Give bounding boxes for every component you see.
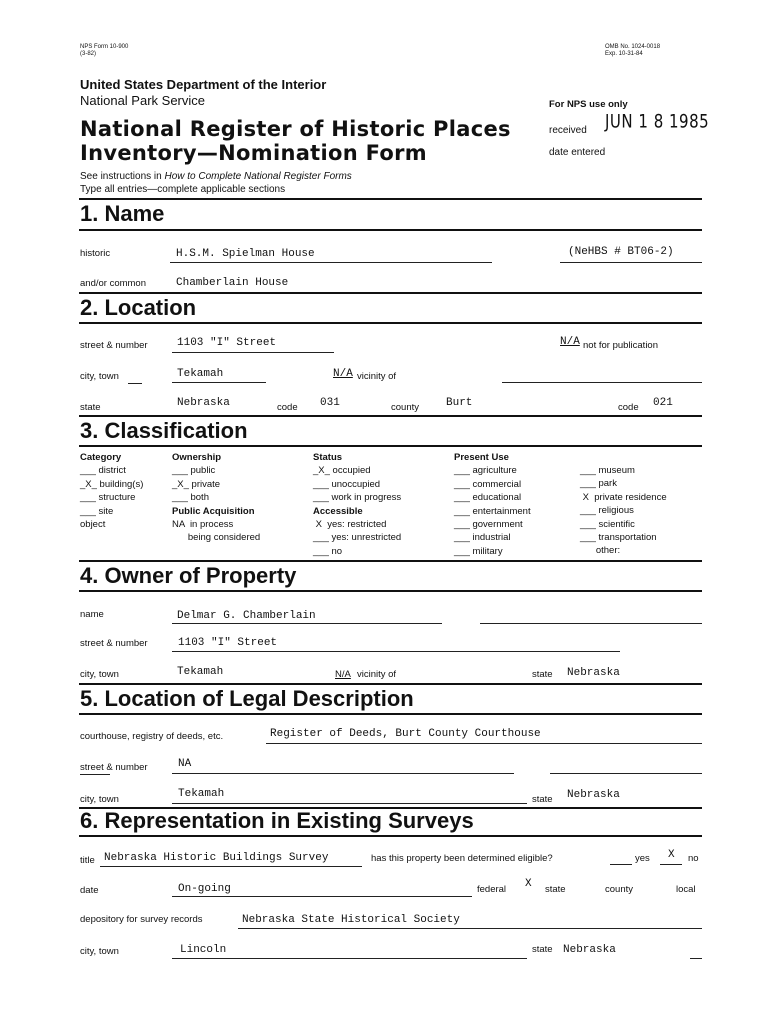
- owner-state-value: Nebraska: [567, 667, 620, 679]
- survey-date-label: date: [80, 885, 99, 896]
- received-stamp: JUN 1 8 1985: [605, 110, 710, 133]
- accessible-item: X yes: restricted: [313, 519, 387, 531]
- use-item: ___ military: [454, 545, 503, 557]
- use-item: X private residence: [580, 491, 667, 503]
- ownership-item: _X_ private: [172, 478, 221, 490]
- courthouse-label: courthouse, registry of deeds, etc.: [80, 731, 224, 742]
- eligible-yes-label: yes: [635, 853, 650, 864]
- category-item: object: [80, 519, 106, 531]
- status-item: _X_ occupied: [313, 465, 371, 477]
- use-item: ___ park: [580, 478, 617, 490]
- section-6-heading: 6. Representation in Existing Surveys: [80, 808, 474, 833]
- section-5-heading: 5. Location of Legal Description: [80, 686, 414, 711]
- ownership-heading: Ownership: [172, 452, 222, 463]
- underline: [172, 773, 514, 774]
- present-use-column: [454, 451, 531, 558]
- nehbs-number: (NeHBS # BT06-2): [568, 246, 674, 258]
- owner-name-value: Delmar G. Chamberlain: [177, 610, 316, 622]
- type-entries-note: Type all entries—complete applicable sections: [80, 184, 286, 195]
- local-survey-label: local: [676, 884, 696, 895]
- status-item: ___ work in progress: [313, 492, 402, 504]
- public-acquisition-heading: Public Acquisition: [172, 505, 255, 517]
- section-rule: [79, 590, 702, 592]
- county-code-label: code: [618, 402, 639, 413]
- underline: [172, 958, 527, 959]
- form-number: NPS Form 10-900: [80, 44, 129, 50]
- state-survey-mark: X: [525, 878, 532, 890]
- use-item: ___ scientific: [580, 518, 635, 530]
- acquisition-item: NA in process: [172, 519, 234, 531]
- not-for-publication-mark: N/A: [560, 336, 580, 348]
- underline: [172, 803, 527, 804]
- underline: [560, 262, 702, 263]
- instructions: [80, 171, 352, 182]
- instructions-title: How to Complete National Register Forms: [164, 171, 352, 182]
- ownership-item: ___ both: [172, 492, 209, 504]
- state-code-value: 031: [320, 397, 340, 409]
- status-item: ___ unoccupied: [313, 478, 381, 490]
- section-rule: [79, 713, 702, 715]
- owner-vicinity-label: vicinity of: [357, 669, 397, 680]
- underline: [690, 958, 702, 959]
- underline: [128, 383, 142, 384]
- use-item: ___ entertainment: [454, 505, 531, 517]
- use-item: ___ government: [454, 519, 523, 531]
- ownership-column: [172, 451, 260, 545]
- use-item: ___ religious: [580, 505, 634, 517]
- underline: [172, 651, 620, 652]
- owner-street-value: 1103 "I" Street: [178, 637, 278, 649]
- instructions-text: See instructions in: [80, 171, 165, 182]
- underline: [660, 864, 682, 865]
- underline: [172, 896, 472, 897]
- acquisition-item: being considered: [172, 532, 261, 544]
- legal-city-label: city, town: [80, 794, 119, 805]
- county-label: county: [391, 402, 419, 413]
- section-rule: [79, 198, 702, 200]
- ownership-item: ___ public: [172, 465, 216, 477]
- accessible-heading: Accessible: [313, 505, 363, 517]
- survey-city-value: Lincoln: [180, 944, 227, 956]
- state-code-label: code: [277, 402, 298, 413]
- status-column: [313, 451, 401, 558]
- omb-expiration: Exp. 10-31-84: [605, 51, 643, 57]
- section-rule: [79, 835, 702, 837]
- use-item: ___ commercial: [454, 478, 522, 490]
- legal-street-label: street & number: [80, 762, 148, 773]
- category-item: ___ site: [80, 505, 114, 517]
- present-use-heading: Present Use: [454, 452, 509, 463]
- underline: [550, 773, 702, 774]
- eligible-no-mark: X: [668, 849, 675, 861]
- eligible-question: has this property been determined eligible?: [371, 853, 553, 864]
- survey-title-label: title: [80, 855, 95, 866]
- owner-state-label: state: [532, 669, 553, 680]
- county-code-value: 021: [653, 397, 673, 409]
- received-label: received: [549, 125, 587, 136]
- survey-title-value: Nebraska Historic Buildings Survey: [104, 852, 329, 864]
- legal-state-label: state: [532, 794, 553, 805]
- form-title-line2: Inventory—Nomination Form: [80, 141, 427, 165]
- street-value: 1103 "I" Street: [177, 337, 277, 349]
- common-name-label: and/or common: [80, 278, 147, 289]
- state-value: Nebraska: [177, 397, 230, 409]
- owner-name-label: name: [80, 609, 104, 620]
- vicinity-mark: N/A: [333, 368, 353, 380]
- underline: [100, 866, 362, 867]
- eligible-no-label: no: [688, 853, 699, 864]
- survey-city-label: city, town: [80, 946, 119, 957]
- section-rule: [79, 229, 702, 231]
- underline: [172, 382, 266, 383]
- state-label: state: [80, 402, 101, 413]
- category-heading: Category: [80, 452, 122, 463]
- legal-street-value: NA: [178, 758, 192, 770]
- street-label: street & number: [80, 340, 148, 351]
- underline: [170, 262, 492, 263]
- depository-label: depository for survey records: [80, 914, 203, 925]
- historic-name-value: H.S.M. Spielman House: [176, 248, 315, 260]
- form-title-line1: National Register of Historic Places: [80, 117, 511, 141]
- federal-label: federal: [477, 884, 507, 895]
- city-label: city, town: [80, 371, 119, 382]
- category-item: _X_ building(s): [80, 478, 144, 490]
- owner-city-label: city, town: [80, 669, 119, 680]
- common-name-value: Chamberlain House: [176, 277, 289, 289]
- owner-street-label: street & number: [80, 638, 148, 649]
- service-name: National Park Service: [80, 93, 205, 108]
- underline: [172, 623, 442, 624]
- underline: [480, 623, 702, 624]
- use-item: ___ transportation: [580, 532, 657, 544]
- legal-state-value: Nebraska: [567, 789, 620, 801]
- county-survey-label: county: [605, 884, 633, 895]
- county-value: Burt: [446, 397, 473, 409]
- category-item: ___ structure: [80, 492, 136, 504]
- historic-label: historic: [80, 248, 111, 259]
- courthouse-value: Register of Deeds, Burt County Courthouse: [270, 728, 541, 740]
- vicinity-label: vicinity of: [357, 371, 397, 382]
- form-date: (3-82): [80, 51, 97, 57]
- nps-use-label: For NPS use only: [549, 99, 628, 110]
- omb-number: OMB No. 1024-0018: [605, 44, 661, 50]
- legal-city-value: Tekamah: [178, 788, 225, 800]
- section-rule: [79, 322, 702, 324]
- underline: [502, 382, 702, 383]
- section-2-heading: 2. Location: [80, 295, 197, 320]
- section-rule: [79, 560, 702, 562]
- use-item: ___ museum: [580, 465, 635, 476]
- owner-vicinity-mark: N/A: [335, 669, 351, 680]
- category-column: [80, 451, 143, 531]
- underline: [610, 864, 632, 865]
- present-use-column-2: [580, 464, 667, 558]
- accessible-item: ___ yes: unrestricted: [313, 532, 402, 544]
- department-name: United States Department of the Interior: [80, 77, 327, 92]
- survey-state-value: Nebraska: [563, 944, 616, 956]
- survey-date-value: On-going: [178, 883, 231, 895]
- underline: [172, 352, 334, 353]
- section-rule: [79, 445, 702, 447]
- status-heading: Status: [313, 452, 343, 463]
- section-3-heading: 3. Classification: [80, 418, 248, 443]
- use-item: other:: [580, 545, 621, 557]
- section-rule: [79, 415, 702, 417]
- depository-value: Nebraska State Historical Society: [242, 914, 460, 926]
- section-1-heading: 1. Name: [80, 201, 165, 226]
- underline: [80, 774, 110, 775]
- not-for-publication-label: not for publication: [583, 340, 658, 351]
- state-survey-label: state: [545, 884, 566, 895]
- use-item: ___ educational: [454, 492, 522, 504]
- survey-state-label: state: [532, 944, 553, 955]
- use-item: ___ agriculture: [454, 465, 517, 477]
- city-value: Tekamah: [177, 368, 224, 380]
- date-entered-label: date entered: [549, 147, 606, 158]
- use-item: ___ industrial: [454, 532, 511, 544]
- section-rule: [79, 292, 702, 294]
- section-4-heading: 4. Owner of Property: [80, 563, 297, 588]
- underline: [266, 743, 702, 744]
- owner-city-value: Tekamah: [177, 666, 224, 678]
- underline: [238, 928, 702, 929]
- category-item: ___ district: [80, 465, 126, 477]
- accessible-item: ___ no: [313, 545, 343, 557]
- section-rule: [79, 683, 702, 685]
